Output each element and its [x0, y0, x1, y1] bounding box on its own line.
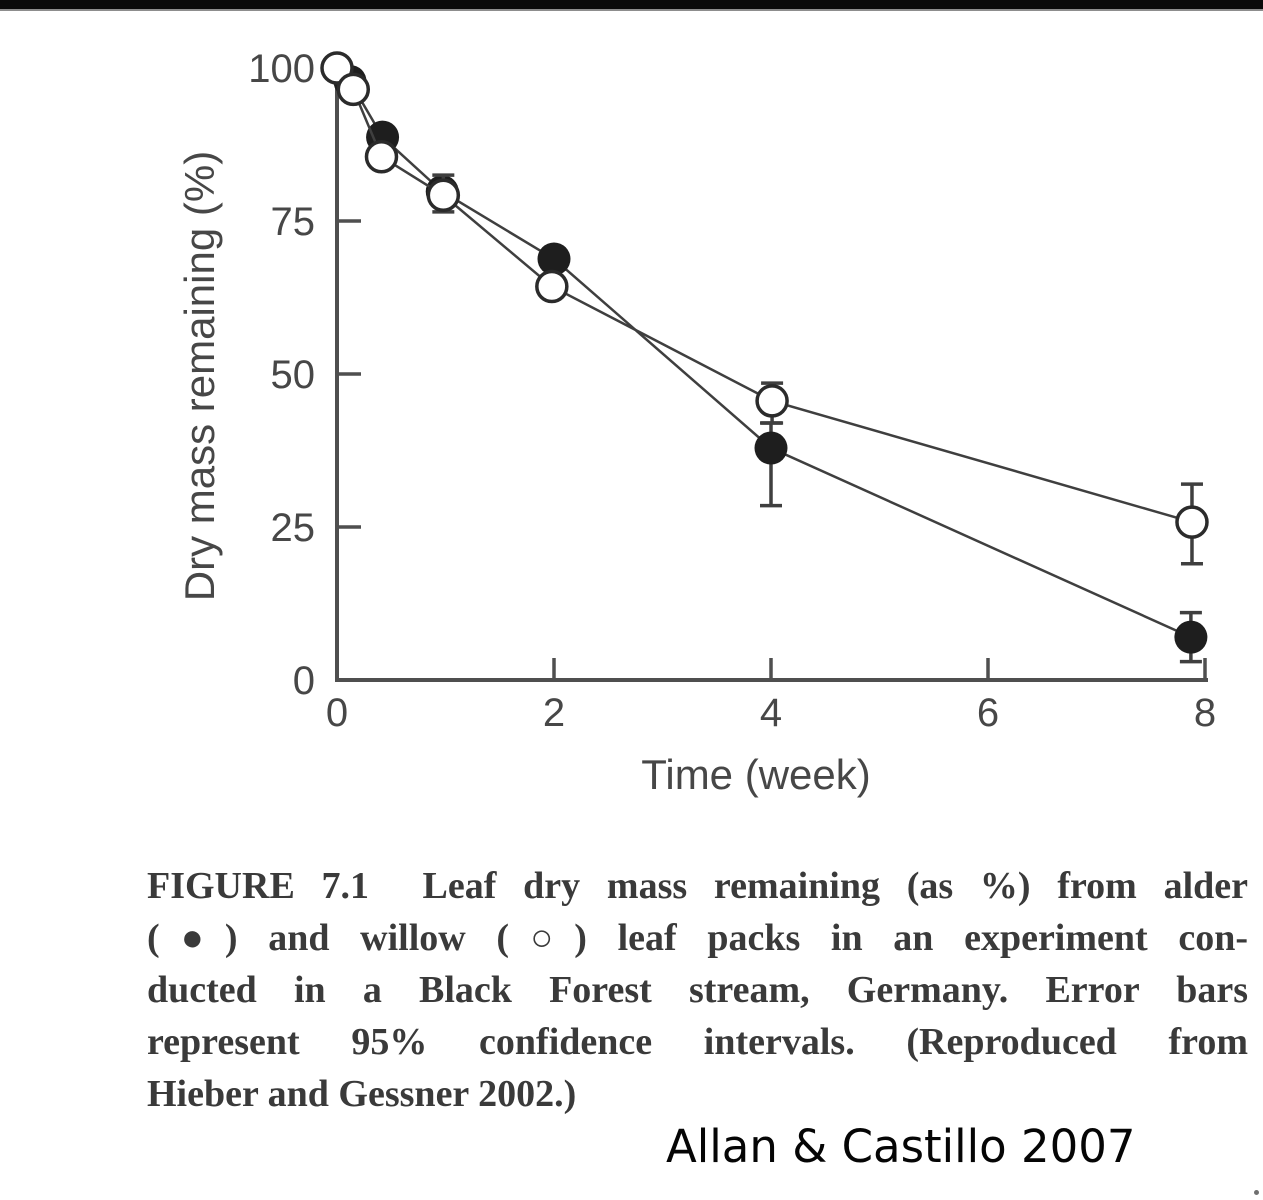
caption-line: Hieber and Gessner 2002.)	[147, 1073, 577, 1115]
willow-data-point	[1177, 507, 1207, 537]
alder-series-line	[350, 81, 1191, 637]
y-tick-label: 100	[248, 47, 315, 91]
y-tick-label: 75	[270, 200, 315, 244]
willow-data-point	[338, 74, 368, 104]
x-tick-label: 4	[759, 691, 783, 735]
y-axis-title: Dry mass remaining (%)	[176, 150, 223, 602]
x-tick-label: 2	[542, 691, 566, 735]
willow-data-point	[757, 386, 787, 416]
y-tick-label: 25	[270, 506, 315, 550]
alder-data-point	[755, 432, 788, 465]
caption-line: FIGURE 7.1 Leaf dry mass remaining (as %) from alder	[147, 865, 1248, 907]
caption-line: represent 95% confidence intervals. (Reproduced from	[147, 1021, 1248, 1063]
caption-line: ducted in a Black Forest stream, Germany. Error bars	[147, 969, 1248, 1011]
x-tick-label: 8	[1193, 691, 1217, 735]
y-tick-label: 0	[292, 659, 315, 703]
x-axis-title: Time (week)	[641, 751, 871, 798]
attribution-text: Allan & Castillo 2007	[666, 1120, 1136, 1173]
willow-data-point	[537, 271, 567, 301]
x-tick-label: 6	[976, 691, 1000, 735]
willow-data-point	[428, 180, 458, 210]
figure-caption	[147, 860, 1248, 1120]
willow-data-point	[366, 142, 396, 172]
caption-line: (●) and willow (○) leaf packs in an experiment con-	[147, 917, 1248, 959]
x-tick-label: 0	[325, 691, 349, 735]
scan-artifact-dot	[1254, 1190, 1259, 1195]
alder-data-point	[1174, 621, 1207, 654]
y-tick-label: 50	[270, 353, 315, 397]
